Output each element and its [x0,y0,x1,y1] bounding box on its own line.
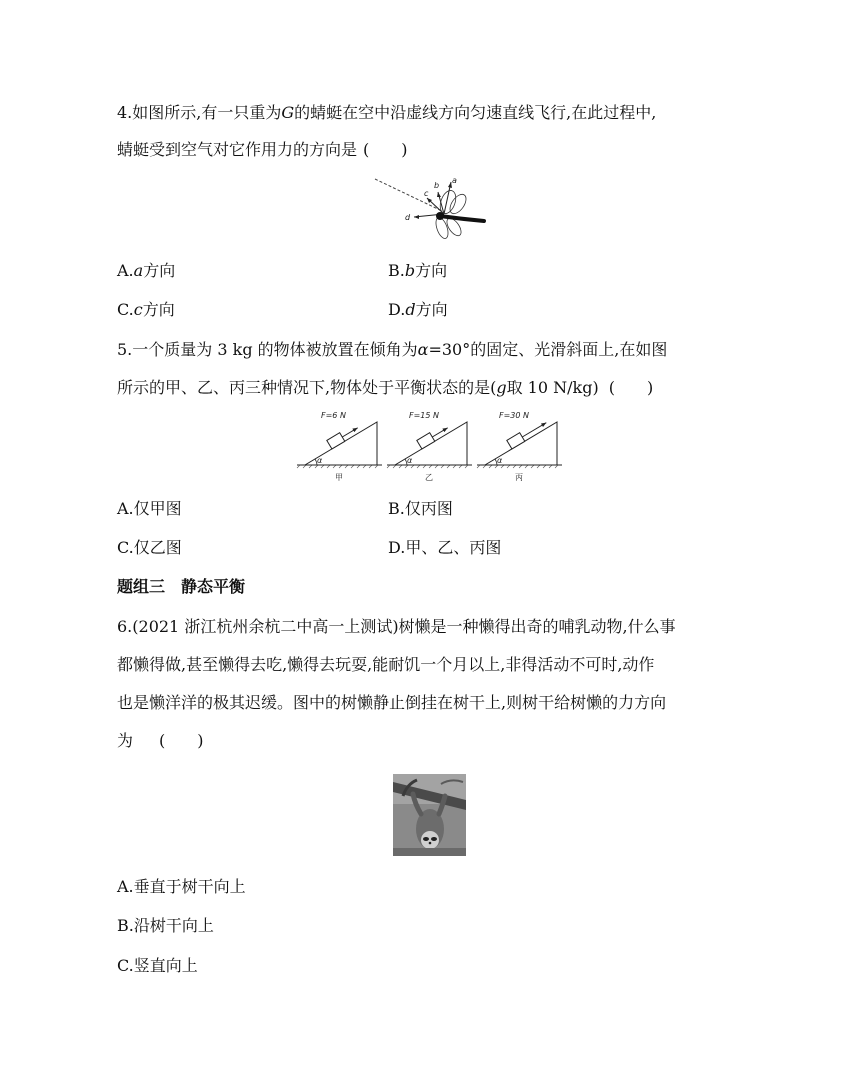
q6-option-b[interactable]: B.沿树干向上 [117,916,214,935]
q4-line1-text-b: 的蜻蜓在空中沿虚线方向匀速直线飞行,在此过程中, [294,103,657,122]
q5-line2-text-b: 取 10 N/kg) [506,378,599,397]
q4-option-a-prefix: A. [117,261,134,280]
q4-option-c[interactable] [117,300,175,320]
q4-option-c-prefix: C. [117,300,134,319]
q4-option-d-prefix: D. [388,300,406,319]
q5-option-c[interactable]: C.仅乙图 [117,538,182,557]
q6-line1: 6.(2021 浙江杭州余杭二中高一上测试)树懒是一种懒得出奇的哺乳动物,什么事 [117,617,676,636]
q4-option-a[interactable] [117,261,175,281]
q4-line1-text-a: 4.如图所示,有一只重为 [117,103,282,122]
q4-option-b-prefix: B. [388,261,405,280]
yi-angle-label: α [407,456,413,465]
q5-line1-text-b: =30°的固定、光滑斜面上,在如图 [428,340,668,359]
q5-option-d[interactable]: D.甲、乙、丙图 [388,538,502,557]
q6-option-c[interactable]: C.竖直向上 [117,956,198,975]
yi-force-label: F=15 N [409,411,440,420]
q4-option-d-var: d [405,300,416,319]
jia-force-label: F=6 N [321,411,346,420]
q5-answer-blank: ( ) [608,378,654,397]
label-b: b [434,181,440,190]
dragonfly-icon [434,188,484,240]
q5-line2 [117,378,653,398]
q4-answer-blank: ( ) [363,140,408,159]
q4-line2 [117,140,408,160]
q4-line2-text: 蜻蜓受到空气对它作用力的方向是 [117,140,358,159]
q4-option-b-suffix: 方向 [415,261,448,280]
bing-force-label: F=30 N [499,411,530,420]
jia-caption: 甲 [335,473,343,482]
q5-var-g: g [496,378,507,397]
q6-line4 [117,731,204,751]
jia-angle-label: α [317,456,323,465]
q5-option-a[interactable]: A.仅甲图 [117,499,182,518]
q6-line2: 都懒得做,甚至懒得去吃,懒得去玩耍,能耐饥一个月以上,非得活动不可时,动作 [117,655,655,674]
q5-var-alpha: α [417,340,429,359]
sloth-photo [393,774,466,856]
flight-path-dashed [375,179,442,211]
q4-option-a-var: a [133,261,144,280]
q5-option-b[interactable]: B.仅丙图 [388,499,453,518]
q4-option-c-var: c [133,300,143,319]
q4-option-d[interactable] [388,300,448,320]
q6-line3: 也是懒洋洋的极其迟缓。图中的树懒静止倒挂在树干上,则树干给树懒的力方向 [117,693,667,712]
dragonfly-figure [372,172,502,242]
section-title: 题组三 静态平衡 [117,577,246,596]
label-a: a [452,176,457,185]
label-c: c [424,189,429,198]
q4-option-c-suffix: 方向 [142,300,175,319]
incline-figure-bing [477,411,562,482]
q4-option-b[interactable] [388,261,447,281]
yi-caption: 乙 [425,473,433,482]
incline-figures [295,410,565,485]
label-d: d [405,213,411,222]
q6-line4-text: 为 [117,731,134,750]
q5-line2-text-a: 所示的甲、乙、丙三种情况下,物体处于平衡状态的是( [117,378,497,397]
q4-option-b-var: b [404,261,416,280]
incline-figure-yi [387,411,472,482]
q5-line1 [117,340,667,360]
q4-var-G: G [281,103,295,122]
incline-figure-jia [297,411,382,482]
q4-option-d-suffix: 方向 [415,300,448,319]
q4-line1 [117,103,656,123]
bing-caption: 丙 [515,473,523,482]
q6-option-a[interactable]: A.垂直于树干向上 [117,877,246,896]
q5-line1-text-a: 5.一个质量为 3 kg 的物体被放置在倾角为 [117,340,418,359]
q4-option-a-suffix: 方向 [143,261,176,280]
bing-angle-label: α [497,456,503,465]
q6-answer-blank: ( ) [159,731,204,750]
